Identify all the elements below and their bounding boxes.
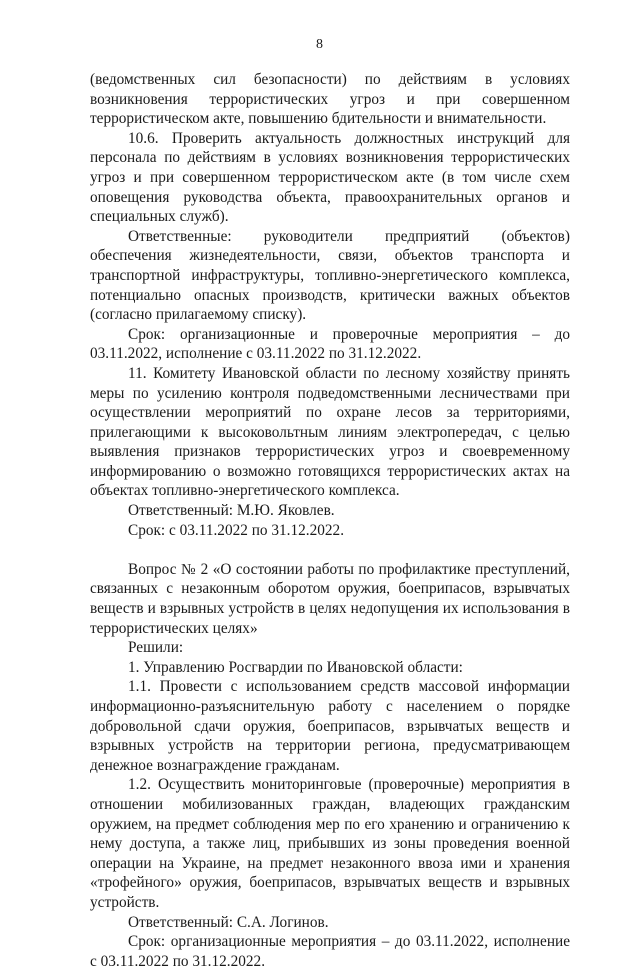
paragraph-responsible-loginov: Ответственный: С.А. Логинов. <box>128 913 329 931</box>
paragraph-1-1: 1.1. Провести с использованием средств массовой информации информационно-разъяснительную работу с населением о порядке добровольной сдачи оружия, боеприпасов, взрывчатых веществ и взрывных устройств на территории региона, предусматривающем денежное вознаграждение гражданам. <box>90 678 570 774</box>
paragraph-responsible-enterprises: Ответственные: руководители предприятий (объектов) обеспечения жизнедеятельности, связи, объектов транспорта и транспортной инфраструктуры, топливно-энергетического комплекса, потенциально опасных производств, критически важных объектов (согласно прилагаемому списку). <box>90 227 570 324</box>
paragraph-10-6: 10.6. Проверить актуальность должностных инструкций для персонала по действиям в условиях возникновения террористических угроз и при совершенном террористическом акте (в том числе схем оповещения руководства объекта, правоохранительных органов и специальных служб). <box>90 129 570 226</box>
page-number: 8 <box>316 37 323 52</box>
paragraph-security-services: (ведомственных сил безопасности) по действиям в условиях возникновения террористических угроз и при совершенном террористическом акте, повышению бдительности и внимательности. <box>90 71 570 128</box>
paragraph-resolved: Решили: <box>128 639 184 657</box>
document-body <box>90 70 570 971</box>
paragraph-question-2: Вопрос № 2 «О состоянии работы по профилактике преступлений, связанных с незаконным оборотом оружия, боеприпасов, взрывчатых веществ и взрывных устройств в целях недопущения их использования в террористических целях» <box>90 560 570 637</box>
section-gap <box>90 540 570 560</box>
paragraph-deadline-q2: Срок: организационные мероприятия – до 03.11.2022, исполнение с 03.11.2022 по 31.12.2022. <box>90 933 570 970</box>
paragraph-11: 11. Комитету Ивановской области по лесному хозяйству принять меры по усилению контроля подведомственными лесничествами при осуществлении мероприятий по охране лесов за территориями, прилегающими к высоковольтным линиям электропередач, с целью выявления признаков террористических угроз и своевременному информированию о возможно готовящихся террористических актах на объектах топливно-энергетического комплекса. <box>90 364 570 500</box>
paragraph-1-2: 1.2. Осуществить мониторинговые (проверочные) мероприятия в отношении мобилизованных граждан, владеющих гражданским оружием, на предмет соблюдения мер по его хранению и ограничению к нему доступа, а также лиц, прибывших из зоны проведения военной операции на Украине, на предмет незаконного ввоза ими и хранения «трофейного» оружия, боеприпасов, взрывчатых веществ и взрывных устройств. <box>90 776 570 911</box>
paragraph-responsible-yakovlev: Ответственный: М.Ю. Яковлев. <box>128 502 335 520</box>
paragraph-deadline-10: Срок: организационные и проверочные мероприятия – до 03.11.2022, исполнение с 03.11.2022 по 31.12.2022. <box>90 325 570 363</box>
paragraph-deadline-11: Срок: с 03.11.2022 по 31.12.2022. <box>128 521 345 539</box>
paragraph-1-rosgvardia: 1. Управлению Росгвардии по Ивановской области: <box>128 658 463 676</box>
